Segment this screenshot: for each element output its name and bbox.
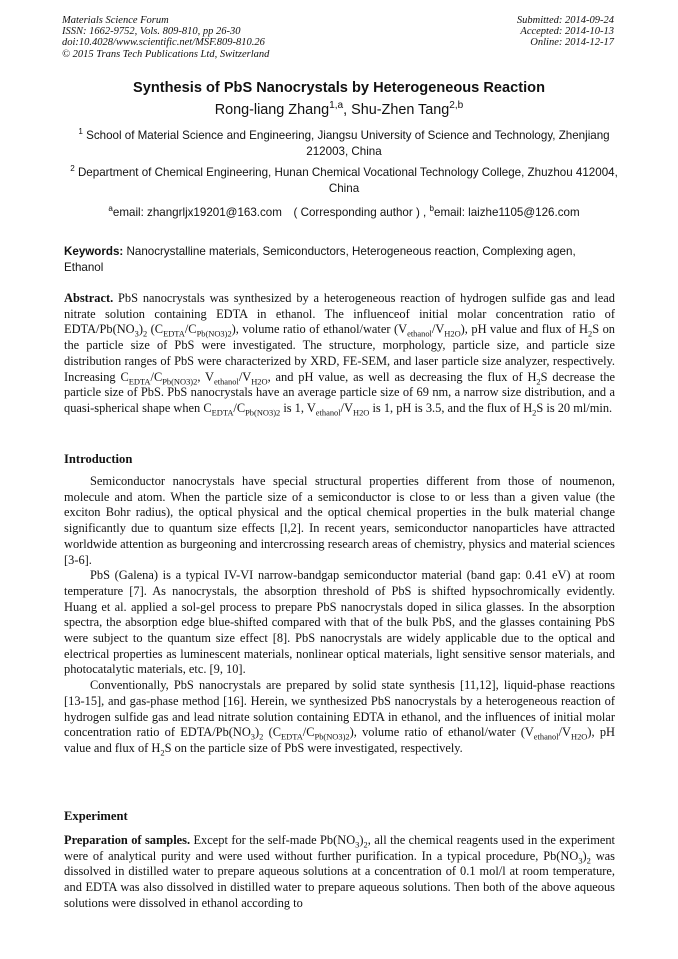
journal-name: Materials Science Forum [62, 15, 169, 26]
abstract-text: /C [184, 322, 197, 337]
keywords-label: Keywords: [64, 245, 124, 258]
abstract-sub: 2 [532, 407, 537, 418]
affiliation-2 [70, 165, 618, 197]
experiment-text: ) [359, 833, 364, 847]
abstract-sub: EDTA [211, 407, 234, 418]
experiment-text: , all the chemical reagents used in the experiment were of analytical purity and were used without further purification. In a typical procedure, Pb(NO [64, 833, 616, 863]
abstract-text: /C [233, 400, 246, 415]
abstract-text: /V [340, 400, 353, 415]
experiment-text: ) [582, 848, 587, 863]
email-a-marker: a [108, 204, 113, 214]
abstract [64, 291, 615, 417]
abstract-text: ), volume ratio of ethanol/water (V [231, 322, 408, 337]
abstract-text: S decrease the particle size of PbS. PbS nanocrystals have an average particle size of 69 nm, a narrow size distribution, and a quasi-spherical shape when C [64, 369, 616, 415]
intro-sub: Pb(NO3)2 [314, 731, 350, 742]
intro-sub: 2 [259, 731, 264, 742]
experiment-sub: 2 [586, 855, 591, 866]
journal-issn: ISSN: 1662-9752, Vols. 809-810, pp 26-30 [62, 26, 241, 38]
abstract-sub: Pb(NO3)2 [245, 407, 281, 418]
abstract-sub: 3 [134, 328, 139, 339]
experiment-sub: 2 [363, 839, 368, 850]
journal-header-right [517, 15, 614, 49]
intro-text: /C [302, 725, 315, 740]
abstract-text: S is 20 ml/min. [536, 400, 613, 415]
affiliation-1-text: School of Material Science and Engineering, Jiangsu University of Science and Technology, Zhenjiang 212003, China [86, 129, 610, 158]
abstract-text: /V [431, 322, 445, 337]
abstract-sub: 2 [536, 375, 541, 386]
intro-sub: ethanol [533, 731, 559, 742]
abstract-label: Abstract. [64, 291, 114, 305]
keywords-text: Nanocrystalline materials, Semiconductors, Heterogeneous reaction, Complexing agen, Ethanol [64, 245, 576, 274]
abstract-text: /C [150, 369, 163, 384]
email-b-marker: b [429, 204, 434, 214]
abstract-sub: EDTA [128, 375, 151, 386]
paper-title: Synthesis of PbS Nanocrystals by Heterogeneous Reaction [133, 80, 545, 96]
abstract-sub: Pb(NO3)2 [162, 375, 198, 386]
abstract-sub: H2O [353, 407, 370, 418]
author-2-affil: 2,b [449, 100, 464, 112]
intro-paragraph-2: PbS (Galena) is a typical IV-VI narrow-bandgap semiconductor material (band gap: 0.41 eV) at room temperature [7]. As nanocrystals, the absorption threshold of PbS is shifted hypsochromically evidently. Huang et al. applied a sol-gel process to prepare PbS nanocrystals doped in silica glasses. In the absorption spectra, the absorption edge blue-shifted compared with that of the bulk PbS, and the glasses containing PbS were subject to the quantum size effect [8]. PbS nanocrystals are widely applicable due to the optical and electrical properties as luminescent materials, nonlinear optical materials, light sensitive sensor materials, and photocatalytic materials, etc. [9, 10]. [64, 568, 615, 677]
intro-sub: 3 [250, 731, 256, 742]
abstract-text: ) [138, 322, 143, 337]
intro-text: ), pH value and flux of H [64, 725, 615, 755]
accepted-date: Accepted: 2014-10-13 [520, 26, 614, 38]
experiment-sub: 3 [355, 839, 360, 850]
author-2: Shu-Zhen Tang [351, 102, 450, 118]
abstract-sub: Pb(NO3)2 [196, 328, 232, 339]
intro-paragraph-3 [64, 678, 615, 757]
abstract-text: /V [238, 369, 252, 384]
experiment-text: was dissolved in distilled water to prepare aqueous solutions at a concentration of 0.1 mol/l at room temperature, and EDTA was also dissolved in distilled water to prepare aqueous solutions. Then both of the above aqueous solutions were dissolved in ethanol according to [64, 848, 615, 910]
section-heading-experiment: Experiment [64, 809, 128, 823]
section-heading-introduction: Introduction [64, 452, 133, 466]
intro-sub: EDTA [281, 731, 303, 742]
intro-text: ), volume ratio of ethanol/water (V [349, 725, 534, 740]
abstract-text: , and pH value, as well as decreasing the flux of H [267, 369, 537, 384]
abstract-text: ), pH value and flux of H [460, 322, 588, 337]
email-a: email: zhangrljx19201@163.com ( Corresponding author ) , [112, 206, 430, 219]
author-1-affil: 1,a [329, 100, 344, 112]
abstract-text: is 1, V [280, 400, 316, 415]
abstract-sub: H2O [444, 328, 461, 339]
affiliation-2-number: 2 [70, 164, 75, 174]
introduction-body [64, 474, 615, 757]
author-1: Rong-liang Zhang [214, 102, 330, 118]
abstract-sub: 2 [587, 328, 593, 339]
experiment-text: Except for the self-made Pb(NO [190, 833, 356, 847]
abstract-sub: ethanol [315, 407, 341, 418]
intro-text: (C [263, 725, 282, 740]
affiliation-2-text: Department of Chemical Engineering, Hunan Chemical Vocational Technology College, Zhuzhou 412004, China [77, 166, 618, 195]
intro-sub: 2 [160, 747, 165, 758]
email-b: email: laizhe1105@126.com [434, 206, 580, 219]
abstract-text: , V [197, 369, 215, 384]
abstract-text: is 1, pH is 3.5, and the flux of H [369, 400, 533, 415]
abstract-sub: EDTA [163, 328, 185, 339]
keywords [64, 244, 616, 275]
experiment-body [64, 833, 615, 912]
journal-copyright: © 2015 Trans Tech Publications Ltd, Switzerland [62, 48, 270, 60]
online-date: Online: 2014-12-17 [530, 37, 614, 49]
abstract-sub: ethanol [407, 328, 432, 339]
affiliation-1 [70, 128, 618, 160]
journal-header-left [62, 15, 269, 60]
abstract-text: PbS nanocrystals was synthesized by a heterogeneous reaction of hydrogen sulfide gas and lead nitrate solution containing EDTA in ethanol. The influenceof initial molar concentration ratio of EDTA/Pb(NO [64, 291, 615, 337]
intro-text: ) [255, 725, 260, 740]
abstract-text: S on the particle size of PbS were investigated. The structure, morphology, particle size, and particle size distribution ranges of PbS were characterized by XRD, FE-SEM, and laser particle size analyzer, respectively. Increasing C [64, 322, 615, 384]
abstract-sub: H2O [251, 375, 268, 386]
preparation-label: Preparation of samples. [64, 833, 191, 847]
intro-sub: H2O [570, 731, 588, 742]
experiment-sub: 3 [578, 855, 583, 866]
intro-text: Conventionally, PbS nanocrystals are prepared by solid state synthesis [11,12], liquid-phase reactions [13-15], and gas-phase method [16]. Herein, we synthesized PbS nanocrystals by a heterogeneous reaction of hydrogen sulfide gas and lead nitrate solution containing EDTA in ethanol, and the influences of initial molar concentration ratio of EDTA/Pb(NO [64, 678, 615, 740]
journal-doi: doi:10.4028/www.scientific.net/MSF.809-810.26 [62, 37, 265, 49]
intro-paragraph-1: Semiconductor nanocrystals have special structural properties different from those of noumenon, molecule and atom. When the particle size of a semiconductor is close to or less than a given value (the exciton Bohr radius), the optical physical and the optical chemical properties in the bulk material change significantly due to quantum size effects [l,2]. In recent years, semiconductor nanoparticles have attracted worldwide attention as burgeoning and intercrossing research areas of chemistry, physics and material sciences [3-6]. [64, 474, 615, 567]
submitted-date: Submitted: 2014-09-24 [516, 15, 614, 26]
intro-text: /V [558, 725, 571, 740]
abstract-text: (C [147, 322, 164, 337]
author-line [0, 102, 678, 118]
email-line [60, 205, 628, 221]
abstract-sub: 2 [142, 328, 148, 339]
author-separator: , [343, 102, 352, 118]
affiliation-1-number: 1 [78, 127, 83, 137]
abstract-sub: ethanol [214, 375, 239, 386]
intro-text: S on the particle size of PbS were investigated, respectively. [164, 740, 463, 755]
